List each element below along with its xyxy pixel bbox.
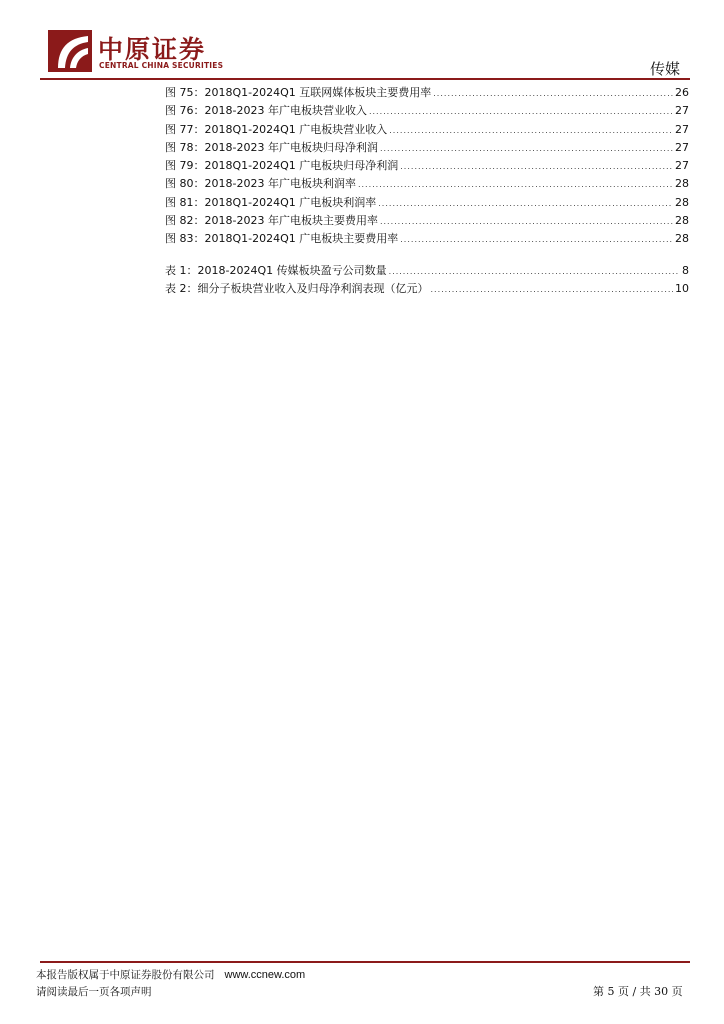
footer-website-link[interactable]: www.ccnew.com [224, 969, 306, 981]
toc-entry-figure-80[interactable] [165, 175, 689, 193]
toc-entry-page: 27 [675, 104, 689, 118]
toc-leader-dots [369, 103, 673, 121]
toc-entry-figure-82[interactable] [165, 212, 689, 230]
toc-entry-label: 表 2：细分子板块营业收入及归母净利润表现（亿元） [165, 281, 429, 295]
toc-entry-page: 28 [675, 195, 689, 209]
footer-disclaimer: 请阅读最后一页各项声明 [36, 986, 152, 998]
toc-entry-figure-76[interactable] [165, 102, 689, 120]
toc-entry-table-2[interactable] [165, 280, 689, 298]
toc-entry-page: 8 [682, 263, 689, 277]
toc-section-gap [165, 249, 689, 262]
company-logo [48, 30, 228, 74]
header-divider [40, 78, 690, 80]
logo-mark-icon [48, 30, 92, 72]
table-of-contents [165, 84, 689, 298]
footer-notice [36, 967, 305, 1001]
toc-entry-page: 27 [675, 122, 689, 136]
toc-entry-label: 图 78：2018-2023 年广电板块归母净利润 [165, 140, 378, 154]
toc-entry-figure-79[interactable] [165, 157, 689, 175]
toc-entry-label: 图 77：2018Q1-2024Q1 广电板块营业收入 [165, 122, 388, 136]
toc-entry-page: 28 [675, 177, 689, 191]
toc-leader-dots [380, 140, 673, 158]
footer-copyright: 本报告版权属于中原证券股份有限公司 [36, 969, 215, 981]
toc-leader-dots [389, 122, 673, 140]
page-number: 第 5 页 / 共 30 页 [593, 985, 683, 998]
toc-entry-figure-77[interactable] [165, 121, 689, 139]
toc-entry-page: 10 [675, 281, 689, 295]
logo-chinese-name: 中原证券 [98, 35, 207, 64]
footer-divider [40, 961, 690, 963]
toc-entry-label: 表 1：2018-2024Q1 传媒板块盈亏公司数量 [165, 263, 387, 277]
toc-entry-label: 图 82：2018-2023 年广电板块主要费用率 [165, 214, 378, 228]
toc-leader-dots [400, 158, 673, 176]
toc-leader-dots [433, 85, 673, 103]
section-title: 传媒 [649, 60, 680, 78]
toc-entry-figure-75[interactable] [165, 84, 689, 102]
toc-entry-figure-78[interactable] [165, 139, 689, 157]
toc-leader-dots [400, 231, 673, 249]
toc-entry-label: 图 80：2018-2023 年广电板块利润率 [165, 177, 356, 191]
toc-entry-page: 27 [675, 159, 689, 173]
toc-entry-label: 图 75：2018Q1-2024Q1 互联网媒体板块主要费用率 [165, 86, 432, 99]
toc-entry-label: 图 83：2018Q1-2024Q1 广电板块主要费用率 [165, 232, 399, 246]
toc-entry-figure-83[interactable] [165, 230, 689, 248]
toc-entry-label: 图 79：2018Q1-2024Q1 广电板块归母净利润 [165, 159, 399, 173]
toc-leader-dots [378, 195, 673, 213]
logo-english-name: CENTRAL CHINA SECURITIES [99, 61, 224, 70]
toc-entry-page: 28 [675, 232, 689, 246]
toc-leader-dots [380, 213, 673, 231]
toc-entry-page: 27 [675, 140, 689, 154]
toc-entry-figure-81[interactable] [165, 194, 689, 212]
toc-leader-dots [389, 263, 680, 281]
toc-entry-page: 28 [675, 214, 689, 228]
toc-leader-dots [358, 176, 673, 194]
toc-entry-label: 图 81：2018Q1-2024Q1 广电板块利润率 [165, 195, 377, 209]
toc-entry-table-1[interactable] [165, 262, 689, 280]
toc-leader-dots [431, 281, 674, 299]
toc-entry-page: 26 [675, 86, 689, 99]
toc-entry-label: 图 76：2018-2023 年广电板块营业收入 [165, 104, 367, 118]
